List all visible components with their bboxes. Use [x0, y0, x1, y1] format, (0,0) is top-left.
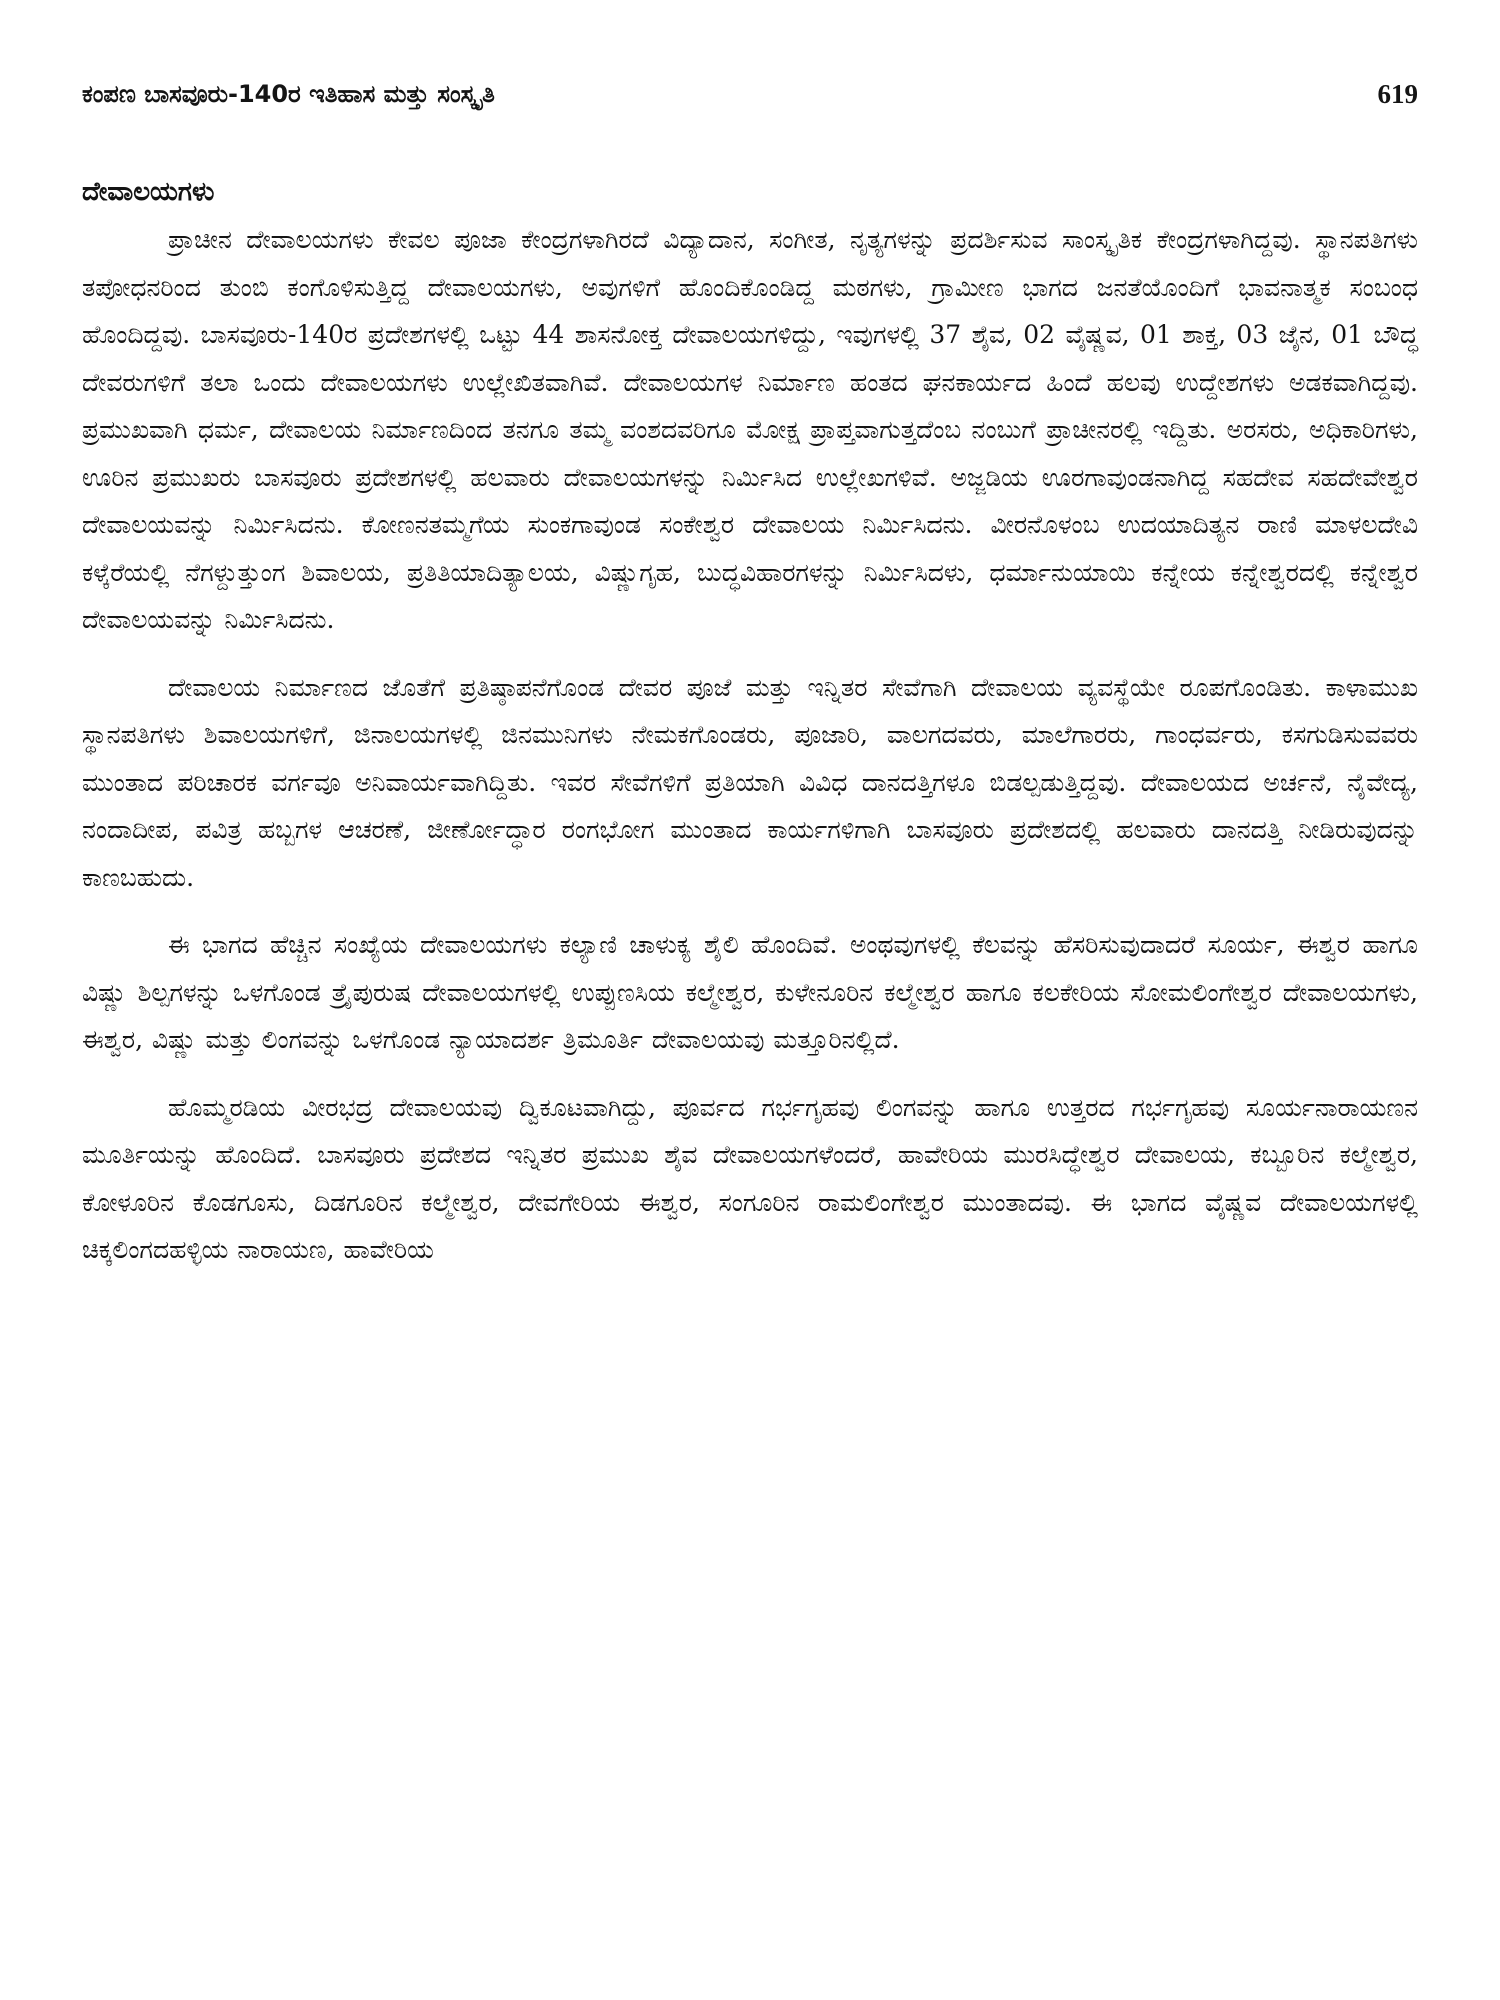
paragraph-1: ಪ್ರಾಚೀನ ದೇವಾಲಯಗಳು ಕೇವಲ ಪೂಜಾ ಕೇಂದ್ರಗಳಾಗಿರದೆ ವಿದ್ಯಾದಾನ, ಸಂಗೀತ, ನೃತ್ಯಗಳನ್ನು ಪ್ರದರ್ಶಿಸುವ ಸಾಂಸ್ಕೃತಿಕ ಕೇಂದ್ರಗಳಾಗಿದ್ದವು. ಸ್ಥಾನಪತಿಗಳು ತಪೋಧನರಿಂದ ತುಂಬಿ ಕಂಗೊಳಿಸುತ್ತಿದ್ದ ದೇವಾಲಯಗಳು, ಅವುಗಳಿಗೆ ಹೊಂದಿಕೊಂಡಿದ್ದ ಮಠಗಳು, ಗ್ರಾಮೀಣ ಭಾಗದ ಜನತೆಯೊಂದಿಗೆ ಭಾವನಾತ್ಮಕ ಸಂಬಂಧ ಹೊಂದಿದ್ದವು. ಬಾಸವೂರು-140ರ ಪ್ರದೇಶಗಳಲ್ಲಿ ಒಟ್ಟು 44 ಶಾಸನೋಕ್ತ ದೇವಾಲಯಗಳಿದ್ದು, ಇವುಗಳಲ್ಲಿ 37 ಶೈವ, 02 ವೈಷ್ಣವ, 01 ಶಾಕ್ತ, 03 ಜೈನ, 01 ಬೌದ್ಧ ದೇವರುಗಳಿಗೆ ತಲಾ ಒಂದು ದೇವಾಲಯಗಳು ಉಲ್ಲೇಖಿತವಾಗಿವೆ. ದೇವಾಲಯಗಳ ನಿರ್ಮಾಣ ಹಂತದ ಘನಕಾರ್ಯದ ಹಿಂದೆ ಹಲವು ಉದ್ದೇಶಗಳು ಅಡಕವಾಗಿದ್ದವು. ಪ್ರಮುಖವಾಗಿ ಧರ್ಮ, ದೇವಾಲಯ ನಿರ್ಮಾಣದಿಂದ ತನಗೂ ತಮ್ಮ ವಂಶದವರಿಗೂ ಮೋಕ್ಷ ಪ್ರಾಪ್ತವಾಗುತ್ತದೆಂಬ ನಂಬುಗೆ ಪ್ರಾಚೀನರಲ್ಲಿ ಇದ್ದಿತು. ಅರಸರು, ಅಧಿಕಾರಿಗಳು, ಊರಿನ ಪ್ರಮುಖರು ಬಾಸವೂರು ಪ್ರದೇಶಗಳಲ್ಲಿ ಹಲವಾರು ದೇವಾಲಯಗಳನ್ನು ನಿರ್ಮಿಸಿದ ಉಲ್ಲೇಖಗಳಿವೆ. ಅಜ್ಜಡಿಯ ಊರಗಾವುಂಡನಾಗಿದ್ದ ಸಹದೇವ ಸಹದೇವೇಶ್ವರ ದೇವಾಲಯವನ್ನು ನಿರ್ಮಿಸಿದನು. ಕೋಣನತಮ್ಮಗೆಯ ಸುಂಕಗಾವುಂಡ ಸಂಕೇಶ್ವರ ದೇವಾಲಯ ನಿರ್ಮಿಸಿದನು. ವೀರನೊಳಂಬ ಉದಯಾದಿತ್ಯನ ರಾಣಿ ಮಾಳಲದೇವಿ ಕಳ್ಕೆರೆಯಲ್ಲಿ ನೆಗಳ್ದುತ್ತುಂಗ ಶಿವಾಲಯ, ಪ್ರತಿತಿಯಾದಿತ್ಯಾಲಯ, ವಿಷ್ಣುಗೃಹ, ಬುದ್ಧವಿಹಾರಗಳನ್ನು ನಿರ್ಮಿಸಿದಳು, ಧರ್ಮಾನುಯಾಯಿ ಕನ್ನೇಯ ಕನ್ನೇಶ್ವರದಲ್ಲಿ ಕನ್ನೇಶ್ವರ ದೇವಾಲಯವನ್ನು ನಿರ್ಮಿಸಿದನು. [82, 225, 1418, 634]
body-text [82, 216, 1418, 1274]
section-heading: ದೇವಾಲಯಗಳು [82, 177, 215, 207]
running-title: ಕಂಪಣ ಬಾಸವೂರು-140ರ ಇತಿಹಾಸ ಮತ್ತು ಸಂಸ್ಕೃತಿ [82, 80, 495, 108]
paragraph-4: ಹೊಮ್ಮರಡಿಯ ವೀರಭದ್ರ ದೇವಾಲಯವು ದ್ವಿಕೂಟವಾಗಿದ್ದು, ಪೂರ್ವದ ಗರ್ಭಗೃಹವು ಲಿಂಗವನ್ನು ಹಾಗೂ ಉತ್ತರದ ಗರ್ಭಗೃಹವು ಸೂರ್ಯನಾರಾಯಣನ ಮೂರ್ತಿಯನ್ನು ಹೊಂದಿದೆ. ಬಾಸವೂರು ಪ್ರದೇಶದ ಇನ್ನಿತರ ಪ್ರಮುಖ ಶೈವ ದೇವಾಲಯಗಳೆಂದರೆ, ಹಾವೇರಿಯ ಮುರಸಿದ್ಧೇಶ್ವರ ದೇವಾಲಯ, ಕಬ್ಬೂರಿನ ಕಲ್ಮೇಶ್ವರ, ಕೋಳೂರಿನ ಕೊಡಗೂಸು, ದಿಡಗೂರಿನ ಕಲ್ಮೇಶ್ವರ, ದೇವಗೇರಿಯ ಈಶ್ವರ, ಸಂಗೂರಿನ ರಾಮಲಿಂಗೇಶ್ವರ ಮುಂತಾದವು. ಈ ಭಾಗದ ವೈಷ್ಣವ ದೇವಾಲಯಗಳಲ್ಲಿ ಚಿಕ್ಕಲಿಂಗದಹಳ್ಳಿಯ ನಾರಾಯಣ, ಹಾವೇರಿಯ [82, 1092, 1418, 1264]
page-number: 619 [1377, 79, 1418, 109]
paragraph-3: ಈ ಭಾಗದ ಹೆಚ್ಚಿನ ಸಂಖ್ಯೆಯ ದೇವಾಲಯಗಳು ಕಲ್ಯಾಣಿ ಚಾಳುಕ್ಯ ಶೈಲಿ ಹೊಂದಿವೆ. ಅಂಥವುಗಳಲ್ಲಿ ಕೆಲವನ್ನು ಹೆಸರಿಸುವುದಾದರೆ ಸೂರ್ಯ, ಈಶ್ವರ ಹಾಗೂ ವಿಷ್ಣು ಶಿಲ್ಪಗಳನ್ನು ಒಳಗೊಂಡ ತ್ರೈಪುರುಷ ದೇವಾಲಯಗಳಲ್ಲಿ ಉಪ್ಪುಣಸಿಯ ಕಲ್ಮೇಶ್ವರ, ಕುಳೇನೂರಿನ ಕಲ್ಮೇಶ್ವರ ಹಾಗೂ ಕಲಕೇರಿಯ ಸೋಮಲಿಂಗೇಶ್ವರ ದೇವಾಲಯಗಳು, ಈಶ್ವರ, ವಿಷ್ಣು ಮತ್ತು ಲಿಂಗವನ್ನು ಒಳಗೊಂಡ ನ್ಯಾಯಾದರ್ಶ ತ್ರಿಮೂರ್ತಿ ದೇವಾಲಯವು ಮತ್ತೂರಿನಲ್ಲಿದೆ. [82, 930, 1418, 1054]
running-header [82, 72, 1418, 116]
paragraph-2: ದೇವಾಲಯ ನಿರ್ಮಾಣದ ಜೊತೆಗೆ ಪ್ರತಿಷ್ಠಾಪನೆಗೊಂಡ ದೇವರ ಪೂಜೆ ಮತ್ತು ಇನ್ನಿತರ ಸೇವೆಗಾಗಿ ದೇವಾಲಯ ವ್ಯವಸ್ಥೆಯೇ ರೂಪಗೊಂಡಿತು. ಕಾಳಾಮುಖ ಸ್ಥಾನಪತಿಗಳು ಶಿವಾಲಯಗಳಿಗೆ, ಜಿನಾಲಯಗಳಲ್ಲಿ ಜಿನಮುನಿಗಳು ನೇಮಕಗೊಂಡರು, ಪೂಜಾರಿ, ವಾಲಗದವರು, ಮಾಲೆಗಾರರು, ಗಾಂಧರ್ವರು, ಕಸಗುಡಿಸುವವರು ಮುಂತಾದ ಪರಿಚಾರಕ ವರ್ಗವೂ ಅನಿವಾರ್ಯವಾಗಿದ್ದಿತು. ಇವರ ಸೇವೆಗಳಿಗೆ ಪ್ರತಿಯಾಗಿ ವಿವಿಧ ದಾನದತ್ತಿಗಳೂ ಬಿಡಲ್ಪಡುತ್ತಿದ್ದವು. ದೇವಾಲಯದ ಅರ್ಚನೆ, ನೈವೇದ್ಯ, ನಂದಾದೀಪ, ಪವಿತ್ರ ಹಬ್ಬಗಳ ಆಚರಣೆ, ಜೀರ್ಣೋದ್ಧಾರ ರಂಗಭೋಗ ಮುಂತಾದ ಕಾರ್ಯಗಳಿಗಾಗಿ ಬಾಸವೂರು ಪ್ರದೇಶದಲ್ಲಿ ಹಲವಾರು ದಾನದತ್ತಿ ನೀಡಿರುವುದನ್ನು ಕಾಣಬಹುದು. [82, 672, 1418, 892]
